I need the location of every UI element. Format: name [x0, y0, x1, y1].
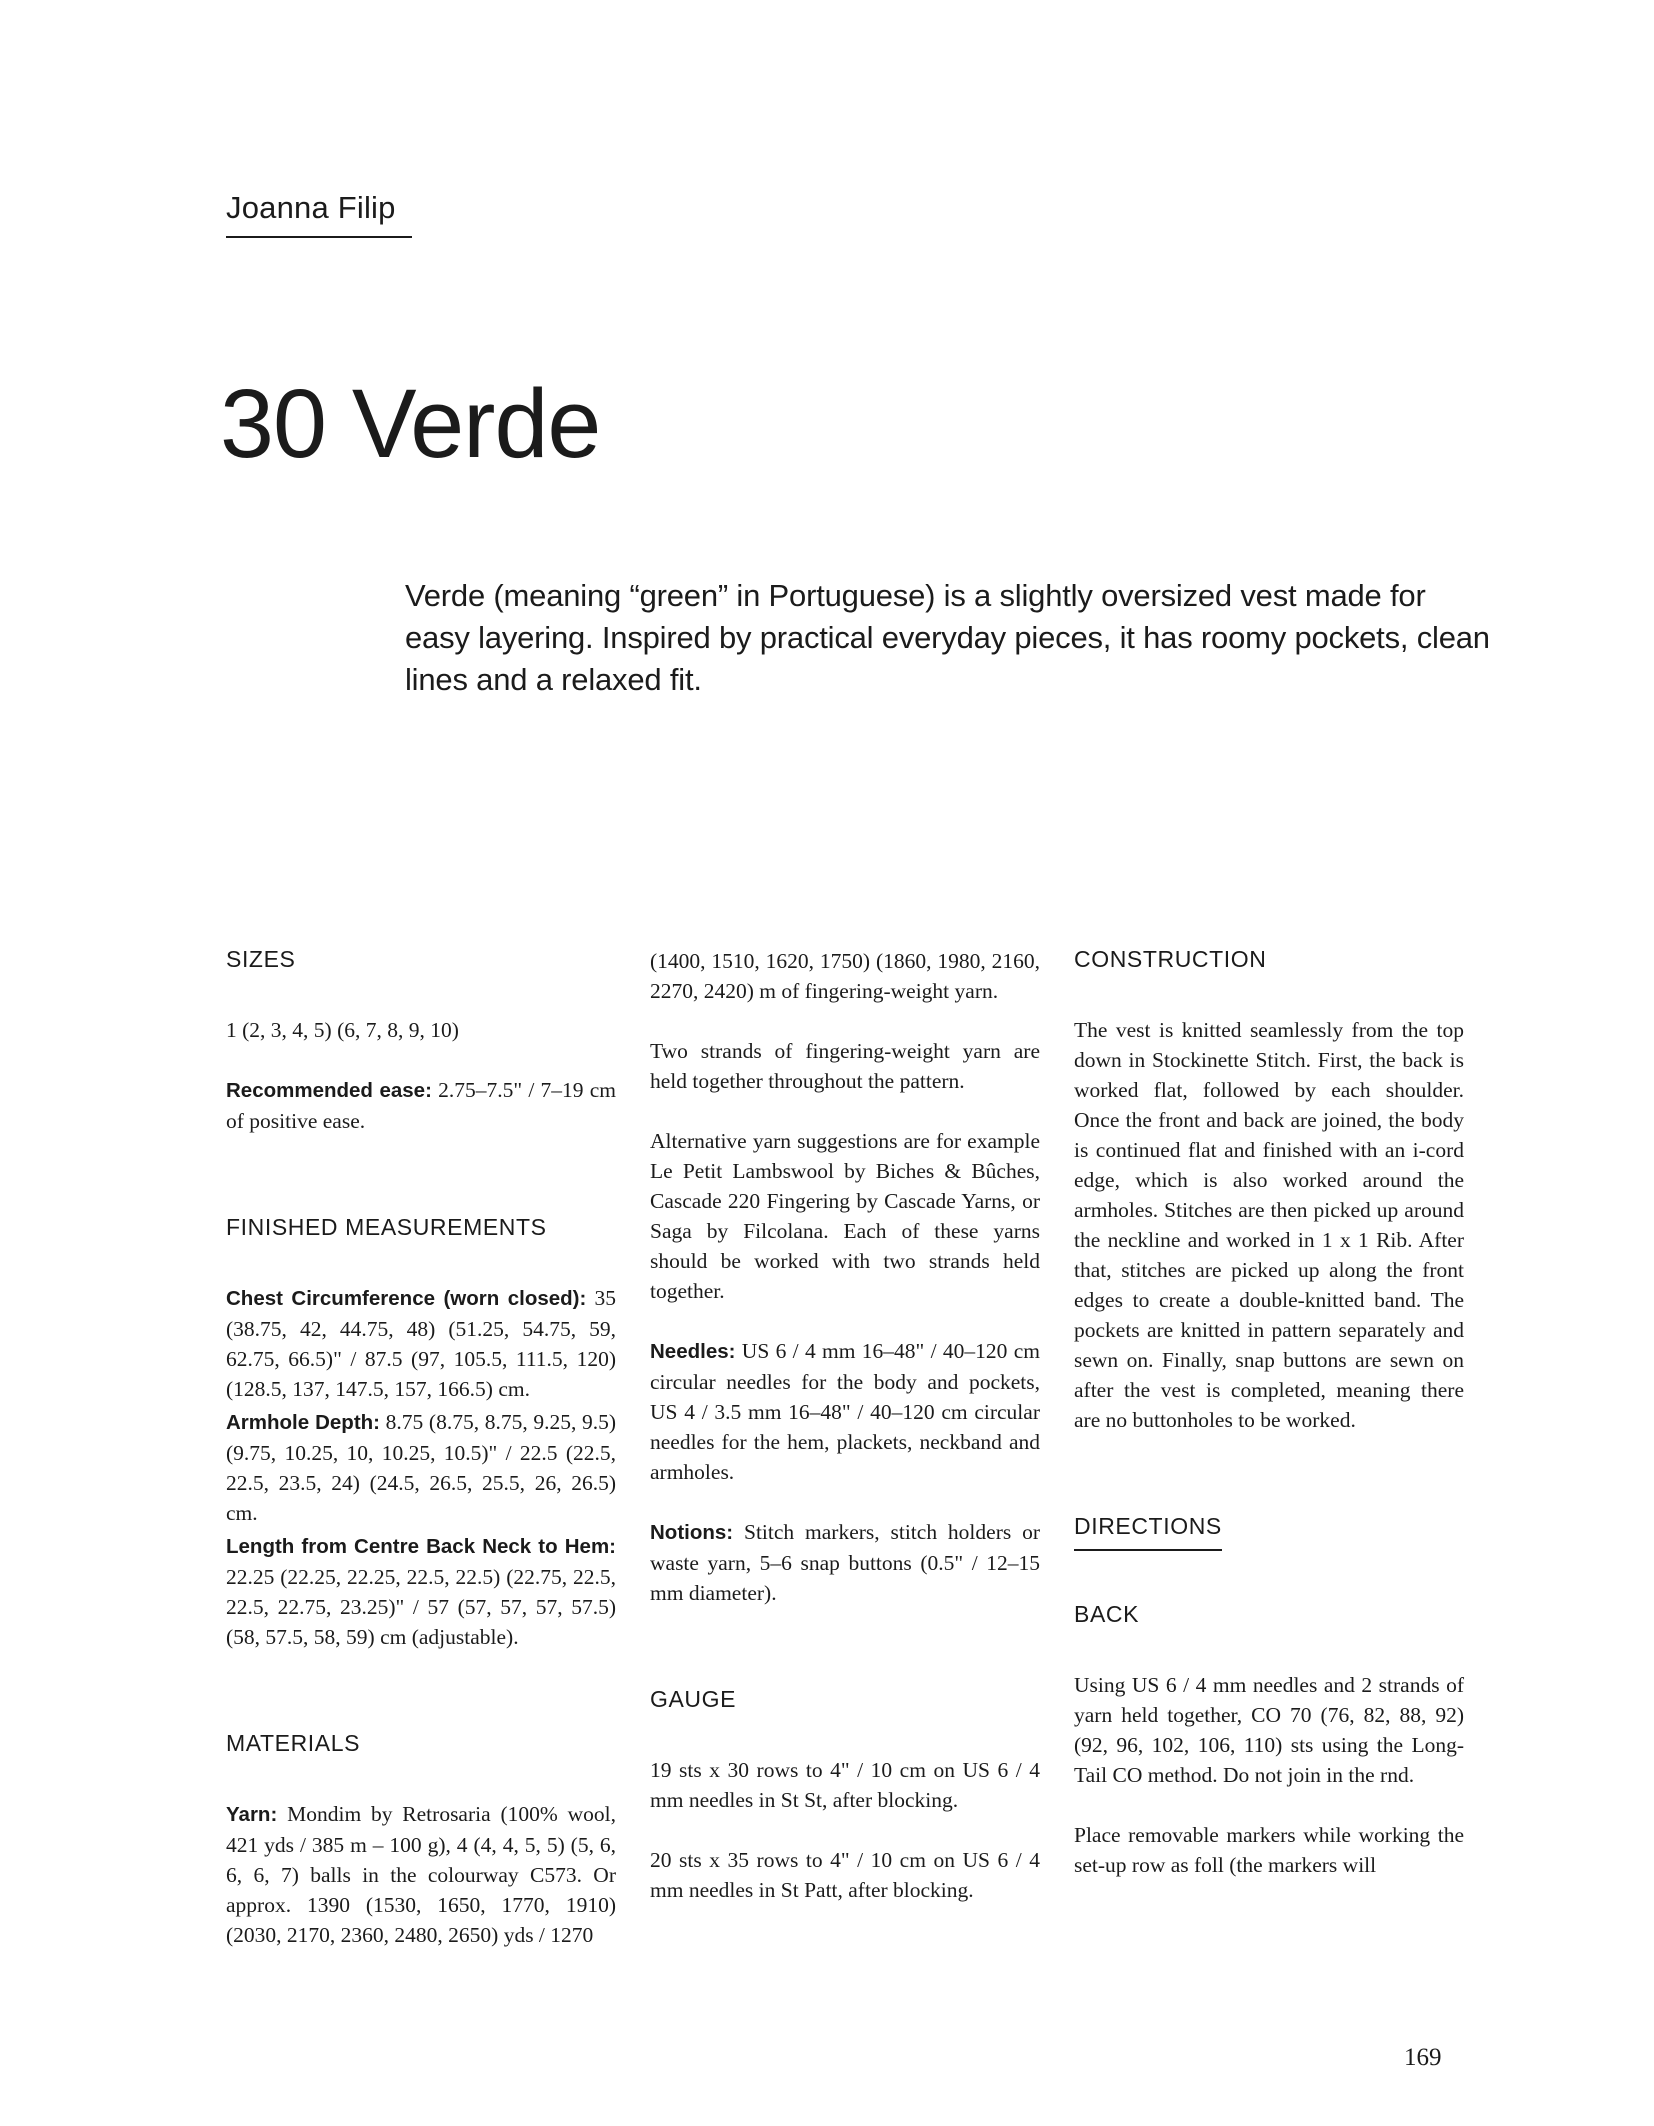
needles-paragraph — [650, 1336, 1040, 1487]
yarn-paragraph — [226, 1799, 616, 1950]
back-cast-on-paragraph: Using US 6 / 4 mm needles and 2 strands of yarn held together, CO 70 (76, 82, 88, 92) (92, 96, 102, 106, 110) sts using the Long-Tail CO method. Do not join in the rnd. — [1074, 1673, 1464, 1787]
sizes-heading: SIZES — [226, 946, 296, 972]
gauge-heading: GAUGE — [650, 1686, 737, 1712]
armhole-depth-value: 8.75 (8.75, 8.75, 9.25, 9.5) (9.75, 10.25, 10, 10.25, 10.5)" / 22.5 (22.5, 22.5, 23.5, 24) (24.5, 26.5, 25.5, 26, 26.5) cm. — [226, 1410, 616, 1525]
sizes-values: 1 (2, 3, 4, 5) (6, 7, 8, 9, 10) — [226, 1018, 459, 1042]
notions-label: Notions: — [650, 1521, 734, 1544]
intro-paragraph: Verde (meaning “green” in Portuguese) is a slightly oversized vest made for easy layering. Inspired by practical everyday pieces, it has roomy pockets, clean lines and a relaxed fit. — [405, 578, 1490, 697]
recommended-ease-label: Recommended ease: — [226, 1079, 432, 1102]
construction-heading: CONSTRUCTION — [1074, 946, 1267, 972]
back-markers-paragraph: Place removable markers while working the set-up row as foll (the markers will — [1074, 1823, 1464, 1877]
chest-circumference-label: Chest Circumference (worn closed): — [226, 1287, 587, 1310]
back-heading: BACK — [1074, 1601, 1140, 1627]
content-columns — [226, 946, 1464, 1950]
column-yarn-gauge — [650, 946, 1040, 1905]
column-sizes-materials — [226, 946, 616, 1950]
page-number: 169 — [1404, 2044, 1442, 2071]
notions-value: Stitch markers, stitch holders or waste yarn, 5–6 snap buttons (0.5" / 12–15 mm diameter). — [650, 1520, 1040, 1605]
column-construction-directions — [1074, 946, 1464, 1880]
alternative-yarns-paragraph: Alternative yarn suggestions are for example Le Petit Lambswool by Biches & Bûches, Cascade 220 Fingering by Cascade Yarns, or Saga by Filcolana. Each of these yarns should be worked with two strands held together. — [650, 1129, 1040, 1303]
length-label: Length from Centre Back Neck to Hem: — [226, 1535, 616, 1558]
chest-circumference-value: 35 (38.75, 42, 44.75, 48) (51.25, 54.75, 59, 62.75, 66.5)" / 87.5 (97, 105.5, 111.5, 120) (128.5, 137, 147.5, 157, 166.5) cm. — [226, 1286, 616, 1401]
finished-measurements-heading: FINISHED MEASUREMENTS — [226, 1214, 547, 1240]
author-name: Joanna Filip — [226, 190, 412, 238]
notions-paragraph — [650, 1517, 1040, 1608]
page-title: 30 Verde — [220, 369, 601, 478]
needles-value: US 6 / 4 mm 16–48" / 40–120 cm circular needles for the body and pockets, US 4 / 3.5 mm 16–48" / 40–120 cm circular needles for the hem, plackets, neckband and armholes. — [650, 1339, 1040, 1484]
length-value: 22.25 (22.25, 22.25, 22.5, 22.5) (22.75, 22.5, 22.5, 22.75, 23.25)" / 57 (57, 57, 57, 57.5) (58, 57.5, 58, 59) cm (adjustable). — [226, 1565, 616, 1649]
yarn-label: Yarn: — [226, 1803, 278, 1826]
chest-circumference-paragraph — [226, 1283, 616, 1404]
gauge-stitch-pattern-paragraph: 20 sts x 35 rows to 4" / 10 cm on US 6 / 4 mm needles in St Patt, after blocking. — [650, 1848, 1040, 1902]
gauge-stockinette-paragraph: 19 sts x 30 rows to 4" / 10 cm on US 6 / 4 mm needles in St St, after blocking. — [650, 1758, 1040, 1812]
directions-heading: DIRECTIONS — [1074, 1513, 1222, 1551]
armhole-depth-label: Armhole Depth: — [226, 1411, 381, 1434]
needles-label: Needles: — [650, 1340, 736, 1363]
armhole-depth-paragraph — [226, 1407, 616, 1528]
two-strands-paragraph: Two strands of fingering-weight yarn are held together throughout the pattern. — [650, 1039, 1040, 1093]
recommended-ease-paragraph — [226, 1075, 616, 1136]
construction-paragraph: The vest is knitted seamlessly from the top down in Stockinette Stitch. First, the back is worked flat, followed by each shoulder. Once the front and back are joined, the body is continued flat and finished with an i-cord edge, which is also worked around the armholes. Stitches are then picked up around the neckline and worked in 1 x 1 Rib. After that, stitches are picked up along the front edges to create a double-knitted band. The pockets are knitted in pattern separately and sewn on. Finally, snap buttons are sewn on after the vest is completed, meaning there are no buttonholes to be worked. — [1074, 1018, 1464, 1432]
yarn-continued-paragraph: (1400, 1510, 1620, 1750) (1860, 1980, 2160, 2270, 2420) m of fingering-weight yarn. — [650, 949, 1040, 1003]
length-paragraph — [226, 1531, 616, 1652]
materials-heading: MATERIALS — [226, 1730, 361, 1756]
yarn-value: Mondim by Retrosaria (100% wool, 421 yds / 385 m – 100 g), 4 (4, 4, 5, 5) (5, 6, 6, 6, 7) balls in the colourway C573. Or approx. 1390 (1530, 1650, 1770, 1910) (2030, 2170, 2360, 2480, 2650) yds / 1270 — [226, 1802, 616, 1947]
recommended-ease-value: 2.75–7.5" / 7–19 cm of positive ease. — [226, 1078, 616, 1133]
